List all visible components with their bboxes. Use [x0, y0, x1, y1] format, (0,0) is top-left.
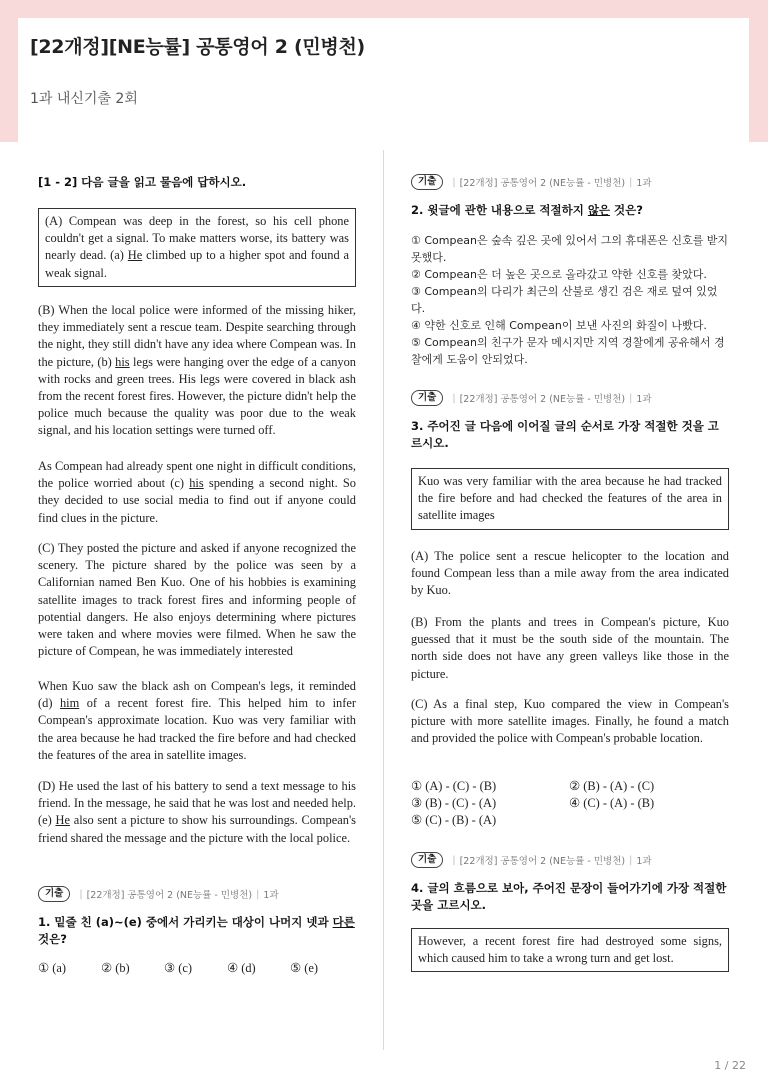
passage-b1: (B) When the local police were informed of the missing hiker, they immediately sent a rescue team. Despite searching through the night, they still didn't have any idea where Compean was. In the picture, (b) his legs were hanging over the edge of a canyon with rocks and green trees. His legs were covered in black ash from the recent forest fires. However, the picture didn't help the police much because the quality was poor due to the weak signal, and his location settings were turned off.	[38, 303, 356, 438]
question-4-tag: 기출 | [22개정] 공통영어 2 (NE능률 - 민병천) | 1과	[411, 852, 652, 868]
page-number: 1 / 22	[714, 1059, 746, 1072]
question-4-given: However, a recent forest fire had destroyed some signs, which caused him to take a wrong turn and get lost.	[418, 934, 722, 966]
tag-badge: 기출	[38, 886, 70, 902]
q3-option-1[interactable]: ① (A) - (C) - (B)	[411, 779, 497, 793]
tag-lesson: 1과	[636, 856, 652, 867]
q3-option-3[interactable]: ③ (B) - (C) - (A)	[411, 796, 497, 810]
column-divider	[383, 150, 384, 1050]
q1-option-2[interactable]: ② (b)	[101, 961, 130, 975]
question-1-tag: 기출 | [22개정] 공통영어 2 (NE능률 - 민병천) | 1과	[38, 886, 279, 902]
question-3-para-a: (A) The police sent a rescue helicopter to the location and found Compean less than a mile away from the area indicated by Kuo.	[411, 549, 729, 598]
tag-source: [22개정] 공통영어 2 (NE능률 - 민병천)	[86, 890, 253, 901]
question-1-options	[38, 960, 353, 976]
passage-a-box	[38, 208, 356, 287]
q3-option-4[interactable]: ④ (C) - (A) - (B)	[569, 796, 655, 810]
tag-source: [22개정] 공통영어 2 (NE능률 - 민병천)	[459, 178, 626, 189]
question-2-options	[411, 232, 729, 368]
passage-a: (A) Compean was deep in the forest, so his cell phone couldn't get a signal. To make matters worse, its battery was nearly dead. (a) He climbed up to a higher spot and found a weak signal.	[45, 214, 349, 280]
question-3-para-c: (C) As a final step, Kuo compared the view in Compean's picture with more satellite images. Finally, he found a match and provided the police with Compean's probable location.	[411, 697, 729, 746]
tag-lesson: 1과	[636, 178, 652, 189]
question-1-text: 1. 밑줄 친 (a)~(e) 중에서 가리키는 대상이 나머지 넷과 다른 것은?	[38, 915, 355, 946]
question-3-tag: 기출 | [22개정] 공통영어 2 (NE능률 - 민병천) | 1과	[411, 390, 652, 406]
q2-option-5[interactable]: ⑤ Compean의 친구가 문자 메시지만 지역 경찰에게 공유해서 경찰에게 도움이 안되었다.	[411, 336, 725, 366]
q2-option-4[interactable]: ④ 약한 신호로 인해 Compean이 보낸 사진의 화질이 나빴다.	[411, 319, 707, 332]
tag-source: [22개정] 공통영어 2 (NE능률 - 민병천)	[459, 856, 626, 867]
passage-d: (D) He used the last of his battery to send a text message to his friend. In the message, he said that he was lost and needed help. (e) He also sent a picture to show his surroundings. Compean's friend shared the message and the picture with the local police.	[38, 779, 356, 845]
tag-badge: 기출	[411, 174, 443, 190]
question-3-text: 3. 주어진 글 다음에 이어질 글의 순서로 가장 적절한 것을 고르시오.	[411, 419, 719, 450]
tag-lesson: 1과	[263, 890, 279, 901]
q1-option-4[interactable]: ④ (d)	[227, 961, 256, 975]
question-3-given-box	[411, 468, 729, 530]
q3-option-5[interactable]: ⑤ (C) - (B) - (A)	[411, 813, 497, 827]
tag-badge: 기출	[411, 852, 443, 868]
document-title: [22개정][NE능률] 공통영어 2 (민병천)	[30, 36, 365, 58]
question-3-para-b: (B) From the plants and trees in Compean's picture, Kuo guessed that it must be the south side of the mountain. The north side does not have any green valleys like those in the picture.	[411, 615, 729, 681]
q1-option-3[interactable]: ③ (c)	[164, 961, 192, 975]
q3-option-2[interactable]: ② (B) - (A) - (C)	[569, 779, 655, 793]
question-4-given-box	[411, 928, 729, 972]
q2-option-3[interactable]: ③ Compean의 다리가 최근의 산불로 생긴 검은 재로 덮여 있었다.	[411, 285, 718, 315]
question-2-text: 2. 윗글에 관한 내용으로 적절하지 않은 것은?	[411, 203, 643, 217]
question-4-text: 4. 글의 흐름으로 보아, 주어진 문장이 들어가기에 가장 적절한 곳을 고르시오.	[411, 881, 727, 912]
instruction-1-2: [1 - 2] 다음 글을 읽고 물음에 답하시오.	[38, 175, 247, 189]
passage-c2: When Kuo saw the black ash on Compean's legs, it reminded (d) him of a recent forest fire. This helped him to infer Compean's approximate location. Kuo was very familiar with the area because he had tracked the fire before and had checked the features of the area in satellite images.	[38, 679, 356, 762]
tag-lesson: 1과	[636, 394, 652, 405]
question-2-tag: 기출 | [22개정] 공통영어 2 (NE능률 - 민병천) | 1과	[411, 174, 652, 190]
passage-b2: As Compean had already spent one night in difficult conditions, the police worried about (c) his spending a second night. So they decided to use social media to find out if anyone could find clues in the picture.	[38, 459, 357, 525]
q1-option-1[interactable]: ① (a)	[38, 961, 66, 975]
q1-option-5[interactable]: ⑤ (e)	[290, 961, 318, 975]
question-3-options	[411, 778, 727, 829]
question-3-given: Kuo was very familiar with the area because he had tracked the fire before and had checked the features of the area in satellite images	[418, 474, 722, 523]
document-subtitle: 1과 내신기출 2회	[30, 91, 138, 107]
passage-c1: (C) They posted the picture and asked if anyone recognized the scenery. The picture shared by the police was seen by a Californian named Ben Kuo. One of his hobbies is examining satellite images to track forest fires and informing people of potential dangers. He also enjoys determining where pictures were taken and where movies were filmed. When he saw the picture of Compean, he was immediately interested	[38, 541, 356, 659]
tag-source: [22개정] 공통영어 2 (NE능률 - 민병천)	[459, 394, 626, 405]
q2-option-2[interactable]: ② Compean은 더 높은 곳으로 올라갔고 약한 신호를 찾았다.	[411, 268, 707, 281]
tag-badge: 기출	[411, 390, 443, 406]
q2-option-1[interactable]: ① Compean은 숲속 깊은 곳에 있어서 그의 휴대폰은 신호를 받지 못했다.	[411, 234, 729, 264]
